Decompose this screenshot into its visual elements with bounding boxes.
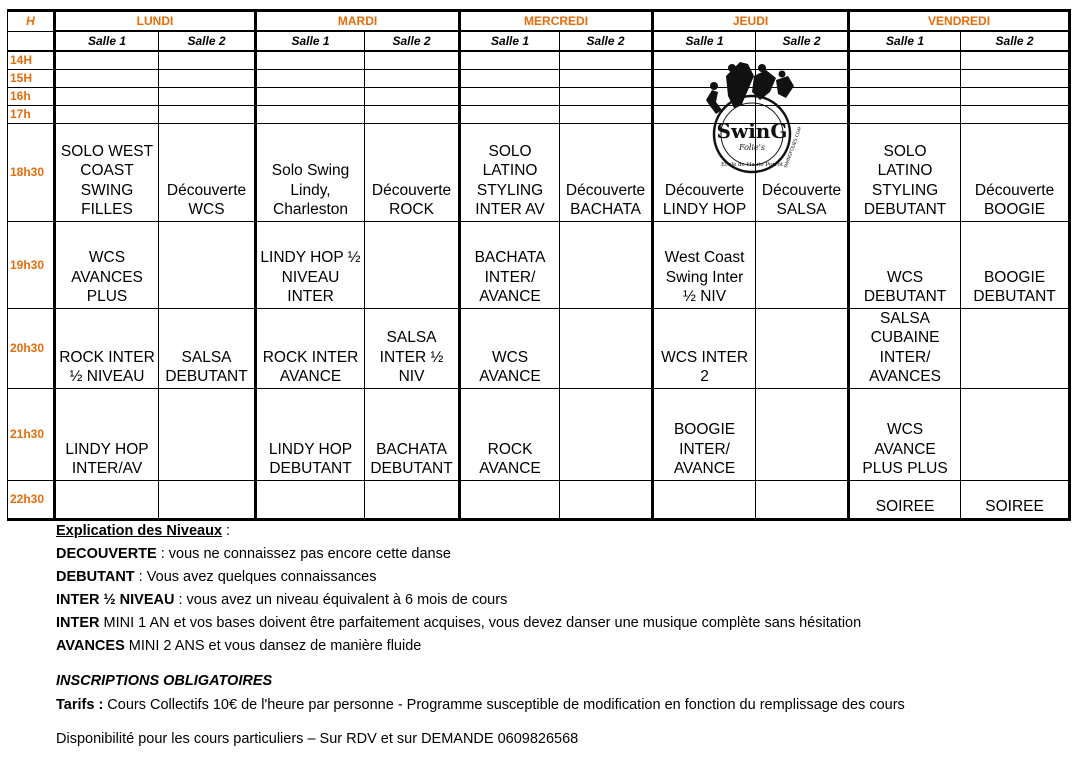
level-term: INTER ½ NIVEAU bbox=[56, 592, 175, 608]
course-cell bbox=[653, 308, 756, 388]
course-cell bbox=[849, 388, 961, 480]
dispo-line bbox=[56, 731, 578, 747]
salle-corner bbox=[8, 31, 55, 51]
time-label: 19h30 bbox=[8, 221, 55, 308]
course-cell bbox=[961, 480, 1070, 519]
course-line: LINDY HOP bbox=[65, 440, 149, 458]
course-line: WCS bbox=[886, 268, 924, 286]
course-line: Découverte bbox=[565, 181, 646, 199]
schedule-table bbox=[7, 9, 1071, 521]
course-line: BACHATA bbox=[570, 201, 641, 218]
inscriptions-notice: INSCRIPTIONS OBLIGATOIRES bbox=[56, 673, 273, 689]
course-line: Charleston bbox=[273, 201, 348, 218]
time-label: 14H bbox=[8, 51, 55, 69]
course-line: LATINO bbox=[877, 162, 933, 179]
course-line: INTER ½ bbox=[379, 348, 444, 366]
day-header-mardi: MARDI bbox=[256, 11, 460, 32]
course-cell bbox=[55, 480, 159, 519]
course-line: COAST bbox=[80, 162, 134, 179]
course-line: Découverte bbox=[371, 181, 452, 199]
course-cell bbox=[756, 480, 849, 519]
course-line: Découverte bbox=[761, 181, 842, 199]
time-label: 18h30 bbox=[8, 123, 55, 221]
course-cell bbox=[365, 51, 460, 69]
time-row bbox=[8, 87, 1070, 105]
course-cell bbox=[159, 105, 256, 123]
course-line: SALSA bbox=[181, 348, 232, 366]
course-line: DEBUTANT bbox=[863, 288, 947, 305]
course-line: BOOGIE bbox=[983, 268, 1046, 286]
time-label: 22h30 bbox=[8, 480, 55, 519]
course-cell bbox=[961, 221, 1070, 308]
level-desc: MINI 2 ANS et vous dansez de manière fluide bbox=[124, 638, 422, 654]
course-cell bbox=[159, 69, 256, 87]
course-line: LINDY HOP bbox=[662, 201, 747, 218]
time-label: 21h30 bbox=[8, 388, 55, 480]
course-line: DEBUTANT bbox=[165, 368, 248, 385]
course-line: WCS bbox=[886, 421, 924, 438]
course-line: WCS bbox=[88, 249, 126, 266]
course-line: PLUS PLUS bbox=[862, 460, 948, 477]
course-line: Swing Inter bbox=[665, 268, 744, 286]
dispo-text: Disponibilité pour les cours particuliers – Sur RDV et sur DEMANDE 0609826568 bbox=[56, 731, 579, 747]
course-line: WCS INTER bbox=[661, 348, 749, 366]
course-line: INTER bbox=[287, 288, 334, 305]
course-line: INTER/ bbox=[484, 268, 536, 286]
course-cell bbox=[55, 51, 159, 69]
course-line: INTER AV bbox=[475, 201, 545, 218]
course-cell bbox=[849, 123, 961, 221]
course-line: BACHATA bbox=[376, 440, 447, 458]
level-desc: MINI 1 AN et vos bases doivent être parfaitement acquises, vous devez danser une musique complète sans hésitation bbox=[99, 615, 862, 631]
course-cell bbox=[256, 105, 365, 123]
course-cell bbox=[756, 221, 849, 308]
course-cell bbox=[55, 69, 159, 87]
time-row bbox=[8, 123, 1070, 221]
course-line: 2 bbox=[700, 368, 709, 385]
course-cell bbox=[256, 51, 365, 69]
level-line-avances bbox=[56, 638, 421, 654]
course-cell bbox=[159, 123, 256, 221]
salle-header: Salle 2 bbox=[756, 31, 849, 51]
course-cell bbox=[460, 123, 560, 221]
course-line: FILLES bbox=[81, 201, 133, 218]
level-line-inter bbox=[56, 615, 861, 631]
course-line: SALSA bbox=[880, 309, 931, 327]
time-row bbox=[8, 105, 1070, 123]
course-cell bbox=[256, 388, 365, 480]
level-line-debutant bbox=[56, 569, 377, 585]
course-cell bbox=[365, 87, 460, 105]
course-cell bbox=[55, 87, 159, 105]
course-line: AVANCE bbox=[673, 460, 736, 477]
course-line: Découverte bbox=[166, 181, 247, 199]
level-desc: : vous ne connaissez pas encore cette danse bbox=[156, 546, 451, 562]
course-cell bbox=[560, 105, 653, 123]
course-cell bbox=[365, 123, 460, 221]
course-line: PLUS bbox=[86, 288, 128, 305]
course-cell bbox=[961, 51, 1070, 69]
course-cell bbox=[653, 221, 756, 308]
course-line: AVANCES bbox=[869, 368, 941, 385]
course-line: AVANCE bbox=[279, 368, 342, 385]
course-line: SOLO bbox=[883, 142, 927, 160]
course-cell bbox=[961, 105, 1070, 123]
course-line: WCS bbox=[491, 348, 529, 366]
time-label: 16h bbox=[8, 87, 55, 105]
course-cell bbox=[560, 388, 653, 480]
course-cell bbox=[256, 221, 365, 308]
course-cell bbox=[365, 308, 460, 388]
course-line: Découverte bbox=[974, 181, 1055, 199]
level-line-decouverte bbox=[56, 546, 451, 562]
course-line: ROCK INTER bbox=[59, 348, 155, 366]
time-row bbox=[8, 480, 1070, 519]
logo-text-url: SWINGFOLIES.COM bbox=[783, 126, 804, 169]
course-cell bbox=[365, 480, 460, 519]
course-line: INTER/ bbox=[879, 348, 931, 366]
course-cell bbox=[460, 87, 560, 105]
course-cell bbox=[55, 105, 159, 123]
schedule-body bbox=[8, 51, 1070, 519]
course-cell bbox=[256, 123, 365, 221]
course-cell bbox=[159, 388, 256, 480]
course-line: LINDY HOP ½ bbox=[260, 249, 361, 266]
course-line: AVANCE bbox=[479, 288, 541, 305]
logo-text-arc: Ecole de Haute Perrot bbox=[720, 162, 784, 168]
course-line: INTER/AV bbox=[71, 460, 143, 477]
course-line: Découverte bbox=[664, 181, 745, 199]
course-line: DEBUTANT bbox=[973, 288, 1056, 305]
course-cell bbox=[849, 87, 961, 105]
course-cell bbox=[460, 69, 560, 87]
salle-header: Salle 1 bbox=[55, 31, 159, 51]
course-cell bbox=[961, 123, 1070, 221]
course-cell bbox=[560, 87, 653, 105]
course-cell bbox=[365, 69, 460, 87]
course-cell bbox=[961, 388, 1070, 480]
time-label: 15H bbox=[8, 69, 55, 87]
logo-text-sub: Folie's bbox=[738, 143, 766, 152]
logo-text-main: SwinG bbox=[716, 119, 788, 143]
course-cell bbox=[560, 123, 653, 221]
day-header-lundi: LUNDI bbox=[55, 11, 256, 32]
levels-title-line bbox=[56, 523, 230, 539]
course-cell bbox=[256, 69, 365, 87]
salle-header: Salle 2 bbox=[365, 31, 460, 51]
course-cell bbox=[55, 123, 159, 221]
course-line: AVANCE bbox=[479, 460, 541, 477]
level-desc: : Vous avez quelques connaissances bbox=[134, 569, 377, 585]
course-line: SALSA bbox=[776, 201, 827, 218]
course-line: INTER/ bbox=[679, 440, 730, 458]
course-cell bbox=[653, 480, 756, 519]
course-cell bbox=[849, 69, 961, 87]
level-term: AVANCES bbox=[56, 638, 125, 654]
inscriptions-line bbox=[56, 673, 272, 689]
salle-header: Salle 2 bbox=[159, 31, 256, 51]
course-cell bbox=[560, 480, 653, 519]
salle-header: Salle 1 bbox=[460, 31, 560, 51]
tarifs-label: Tarifs : bbox=[56, 697, 104, 713]
swing-folies-logo bbox=[696, 56, 808, 180]
course-line: AVANCE bbox=[874, 440, 936, 458]
course-line: BACHATA bbox=[474, 249, 546, 266]
course-line: LATINO bbox=[482, 162, 538, 179]
course-line: ½ NIVEAU bbox=[69, 368, 145, 385]
day-header-mercredi: MERCREDI bbox=[460, 11, 653, 32]
course-cell bbox=[256, 480, 365, 519]
course-cell bbox=[560, 308, 653, 388]
level-desc: : vous avez un niveau équivalent à 6 mois de cours bbox=[174, 592, 508, 608]
course-cell bbox=[961, 69, 1070, 87]
course-line: DEBUTANT bbox=[863, 201, 947, 218]
hour-column-header: H bbox=[8, 11, 55, 32]
course-cell bbox=[159, 87, 256, 105]
course-line: ROCK bbox=[389, 201, 434, 218]
level-line-inter-half bbox=[56, 592, 507, 608]
course-cell bbox=[849, 480, 961, 519]
course-line: NIV bbox=[398, 368, 425, 385]
levels-title: Explication des Niveaux bbox=[56, 523, 223, 539]
course-line: SOLO WEST bbox=[60, 142, 154, 160]
course-cell bbox=[961, 87, 1070, 105]
course-line: BOOGIE bbox=[673, 421, 736, 438]
course-cell bbox=[849, 221, 961, 308]
course-cell bbox=[365, 105, 460, 123]
salle-header: Salle 1 bbox=[256, 31, 365, 51]
course-line: Solo Swing bbox=[271, 162, 350, 179]
course-line: West Coast bbox=[664, 249, 745, 266]
course-line: STYLING bbox=[476, 181, 544, 199]
level-term: DECOUVERTE bbox=[56, 546, 157, 562]
course-cell bbox=[756, 388, 849, 480]
course-line: ½ NIV bbox=[683, 288, 727, 305]
day-header-vendredi: VENDREDI bbox=[849, 11, 1070, 32]
course-cell bbox=[460, 105, 560, 123]
course-cell bbox=[756, 308, 849, 388]
levels-title-suffix: : bbox=[222, 523, 231, 539]
course-cell bbox=[560, 51, 653, 69]
time-row bbox=[8, 308, 1070, 388]
course-cell bbox=[460, 388, 560, 480]
course-cell bbox=[560, 69, 653, 87]
course-line: AVANCE bbox=[479, 368, 541, 385]
course-cell bbox=[460, 308, 560, 388]
course-cell bbox=[560, 221, 653, 308]
course-line: DEBUTANT bbox=[370, 460, 453, 477]
time-label: 20h30 bbox=[8, 308, 55, 388]
course-cell bbox=[460, 51, 560, 69]
course-cell bbox=[55, 388, 159, 480]
tarifs-text: Cours Collectifs 10€ de l'heure par personne - Programme susceptible de modification en fonction du remplissage des cours bbox=[103, 697, 905, 713]
time-row bbox=[8, 388, 1070, 480]
course-line: WCS bbox=[188, 201, 225, 218]
course-line: ROCK bbox=[487, 440, 533, 458]
course-line: ROCK INTER bbox=[262, 348, 359, 366]
course-line: CUBAINE bbox=[870, 329, 940, 346]
course-line: STYLING bbox=[871, 181, 939, 199]
course-line: SOLO bbox=[488, 142, 532, 160]
time-label: 17h bbox=[8, 105, 55, 123]
time-row bbox=[8, 69, 1070, 87]
course-cell bbox=[849, 51, 961, 69]
salle-header: Salle 2 bbox=[961, 31, 1070, 51]
time-row bbox=[8, 51, 1070, 69]
tarifs-line bbox=[56, 697, 905, 713]
salle-header: Salle 1 bbox=[849, 31, 961, 51]
course-cell bbox=[159, 221, 256, 308]
course-cell bbox=[365, 388, 460, 480]
course-cell bbox=[159, 480, 256, 519]
course-cell bbox=[55, 308, 159, 388]
course-cell bbox=[256, 308, 365, 388]
day-header-jeudi: JEUDI bbox=[653, 11, 849, 32]
course-line: SOIREE bbox=[875, 498, 935, 515]
course-cell bbox=[460, 221, 560, 308]
level-term: INTER bbox=[56, 615, 100, 631]
course-cell bbox=[365, 221, 460, 308]
salle-header-row bbox=[8, 31, 1070, 51]
course-line: SALSA bbox=[386, 329, 437, 346]
course-cell bbox=[961, 308, 1070, 388]
course-line: SOIREE bbox=[985, 498, 1044, 515]
course-cell bbox=[653, 388, 756, 480]
course-line: SWING bbox=[80, 181, 134, 199]
course-cell bbox=[460, 480, 560, 519]
course-line: DEBUTANT bbox=[269, 460, 352, 477]
course-cell bbox=[849, 105, 961, 123]
course-cell bbox=[849, 308, 961, 388]
course-cell bbox=[256, 87, 365, 105]
course-line: LINDY HOP bbox=[268, 440, 353, 458]
salle-header: Salle 1 bbox=[653, 31, 756, 51]
course-line: Lindy, bbox=[290, 181, 331, 199]
course-line: AVANCES bbox=[71, 268, 143, 286]
course-cell bbox=[159, 51, 256, 69]
course-cell bbox=[55, 221, 159, 308]
course-line: NIVEAU bbox=[281, 268, 340, 286]
level-term: DEBUTANT bbox=[56, 569, 135, 585]
course-line: BOOGIE bbox=[983, 201, 1046, 218]
time-row bbox=[8, 221, 1070, 308]
dancers-silhouette-icon bbox=[706, 62, 794, 114]
salle-header: Salle 2 bbox=[560, 31, 653, 51]
course-cell bbox=[159, 308, 256, 388]
